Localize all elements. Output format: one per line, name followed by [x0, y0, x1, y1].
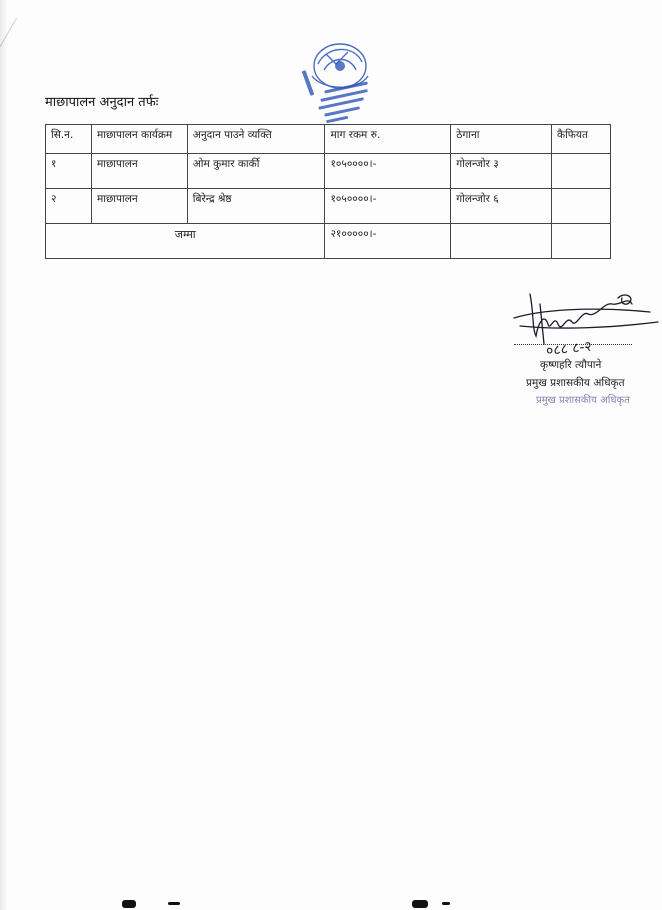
column-header: कैफियत	[552, 125, 611, 154]
table-row	[46, 189, 611, 224]
serial-cell: १	[46, 154, 92, 189]
serial-cell: २	[46, 189, 92, 224]
table-header-row	[46, 125, 611, 154]
amount-cell: १०५००००।-	[325, 189, 451, 224]
section-title: माछापालन अनुदान तर्फः	[45, 95, 159, 110]
table-row	[46, 154, 611, 189]
signatory-name: कृष्णहरि त्यौपाने	[540, 359, 602, 371]
column-header: सि.न.	[46, 125, 92, 154]
recipient-cell: ओम कुमार कार्की	[187, 154, 325, 189]
total-row	[46, 224, 611, 259]
remarks-cell	[552, 189, 611, 224]
signature-dotted-line	[514, 344, 632, 345]
column-header: माछापालन कार्यक्रम	[91, 125, 187, 154]
scan-bottom-marks	[0, 896, 662, 910]
program-cell: माछापालन	[91, 154, 187, 189]
recipient-cell: बिरेन्द्र श्रेष्ठ	[187, 189, 325, 224]
column-header: ठेगाना	[451, 125, 552, 154]
address-cell: गोलन्जोर ३	[451, 154, 552, 189]
scan-edge-shadow	[0, 0, 8, 910]
total-amount: २१०००००।-	[325, 224, 451, 259]
program-cell: माछापालन	[91, 189, 187, 224]
amount-cell: १०५००००।-	[325, 154, 451, 189]
official-stamp: प्रमुख प्रशासकीय अधिकृत	[536, 395, 630, 406]
address-cell: गोलन्जोर ६	[451, 189, 552, 224]
column-header: अनुदान पाउने व्यक्ति	[187, 125, 325, 154]
total-remarks-cell	[552, 224, 611, 259]
municipality-seal	[296, 36, 378, 126]
handwritten-date: ०८८ ८-२	[545, 338, 593, 360]
column-header: माग रकम रु.	[325, 125, 451, 154]
total-address-cell	[451, 224, 552, 259]
grant-table	[45, 124, 611, 259]
total-label: जम्मा	[46, 224, 325, 259]
signatory-title: प्रमुख प्रशासकीय अधिकृत	[526, 377, 625, 389]
remarks-cell	[552, 154, 611, 189]
